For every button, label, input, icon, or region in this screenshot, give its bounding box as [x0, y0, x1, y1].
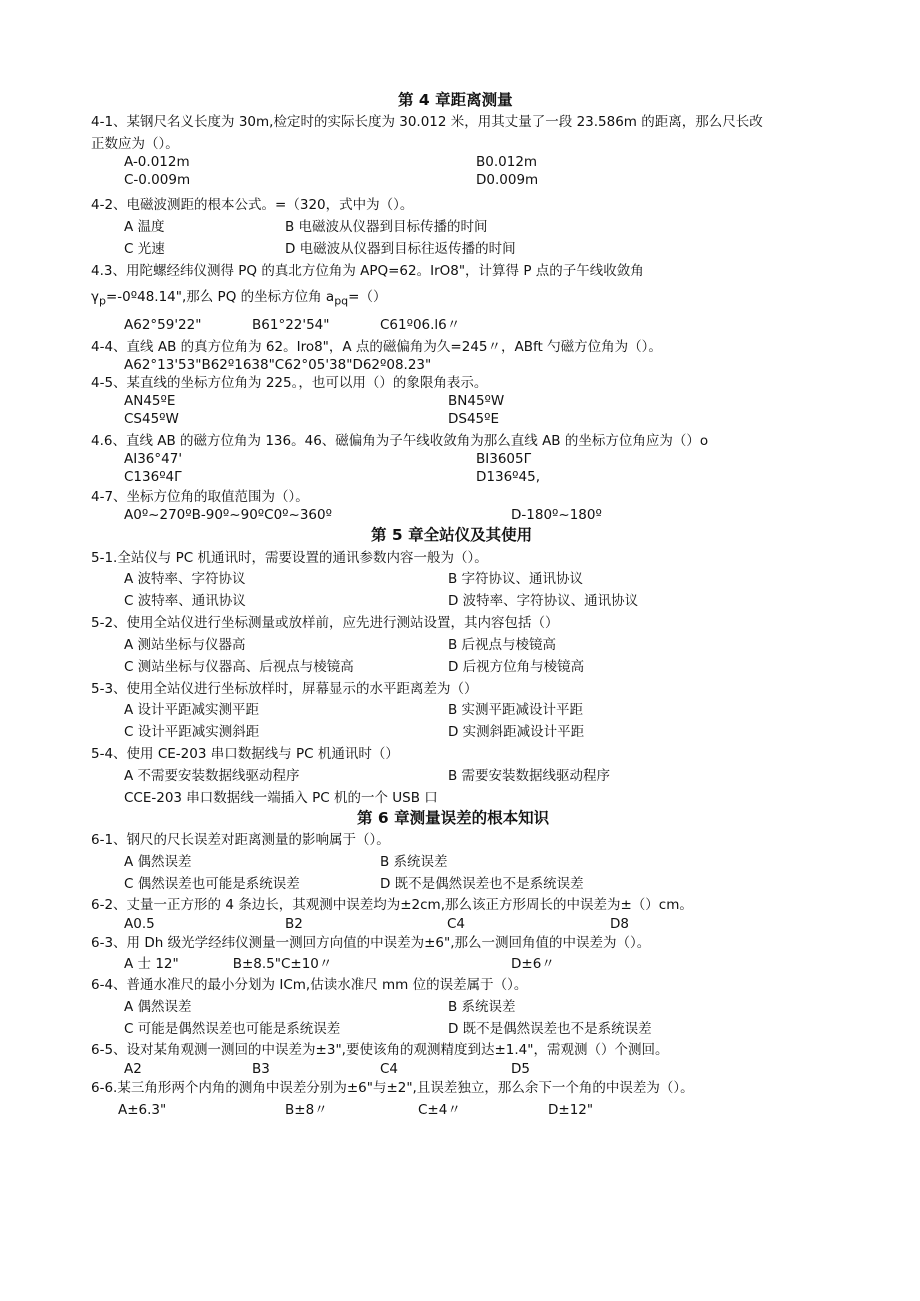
q6-2-option-c: C4: [447, 916, 466, 932]
q4-5-option-b: BN45ºW: [448, 393, 505, 409]
q4-6-option-c: C136º4Г: [124, 469, 183, 485]
q4-1-option-a: A-0.012m: [124, 154, 190, 170]
q6-6-option-d: D±12": [548, 1102, 594, 1118]
q6-2-stem: 6-2、丈量一正方形的 4 条边长，其观测中误差均为±2cm,那么该正方形周长的中误差为±（）cm。: [91, 897, 693, 913]
q4-1-stem-line1: 4-1、某钢尺名义长度为 30m,检定时的实际长度为 30.012 米，用其丈量了一段 23.586m 的距离，那么尺长改: [91, 114, 763, 130]
q5-4-stem: 5-4、使用 CE-203 串口数据线与 PC 机通讯时（）: [91, 746, 399, 762]
q6-3-options-abc: A 士 12" B±8.5"C±10〃: [124, 956, 333, 972]
q6-4-option-a: A 偶然误差: [124, 999, 192, 1015]
q6-3-option-d: D±6〃: [511, 956, 555, 972]
q6-6-stem: 6-6.某三角形两个内角的测角中误差分别为±6"与±2",且误差独立，那么余下一个角的中误差为（）。: [91, 1080, 694, 1096]
q4-5-option-a: AN45ºE: [124, 393, 176, 409]
chapter-4-title: 第 4 章距离测量: [398, 91, 513, 109]
q6-2-option-b: B2: [285, 916, 303, 932]
q5-3-option-d: D 实测斜距减设计平距: [448, 724, 585, 740]
q4-2-option-d: D 电磁波从仪器到目标往返传播的时间: [285, 241, 516, 257]
q6-4-stem: 6-4、普通水准尺的最小分划为 ICm,估读水准尺 mm 位的误差属于（）。: [91, 977, 528, 993]
q6-2-option-a: A0.5: [124, 916, 155, 932]
q4-3-option-b: B61°22'54": [252, 317, 330, 333]
q5-1-stem: 5-1.全站仪与 PC 机通讯时，需要设置的通讯参数内容一般为（）。: [91, 550, 488, 566]
q6-5-option-c: C4: [380, 1061, 399, 1077]
q6-4-option-b: B 系统误差: [448, 999, 516, 1015]
q5-2-stem: 5-2、使用全站仪进行坐标测量或放样前，应先进行测站设置，其内容包括（）: [91, 615, 559, 631]
q4-1-option-c: C-0.009m: [124, 172, 191, 188]
q4-5-option-c: CS45ºW: [124, 411, 179, 427]
q6-6-option-b: B±8〃: [285, 1102, 328, 1118]
q4-4-options: A62°13'53"B62º1638"C62°05'38"D62º08.23": [124, 357, 432, 373]
q6-5-stem: 6-5、设对某角观测一测回的中误差为±3",要使该角的观测精度到达±1.4"，需观测（）个测回。: [91, 1042, 669, 1058]
q6-1-option-d: D 既不是偶然误差也不是系统误差: [380, 876, 584, 892]
q6-5-option-b: B3: [252, 1061, 270, 1077]
q5-2-option-c: C 测站坐标与仪器高、后视点与棱镜高: [124, 659, 354, 675]
q4-5-stem: 4-5、某直线的坐标方位角为 225。，也可以用（）的象限角表示。: [91, 375, 488, 391]
q5-3-stem: 5-3、使用全站仪进行坐标放样时，屏幕显示的水平距离差为（）: [91, 681, 478, 697]
q4-4-stem: 4-4、直线 AB 的真方位角为 62。Iro8"，A 点的磁偏角为久=245〃，ABft 勺磁方位角为（）。: [91, 339, 662, 355]
q4-7-option-d: D-180º~180º: [511, 507, 602, 523]
q4-3-stem-line1: 4.3、用陀螺经纬仪测得 PQ 的真北方位角为 APQ=62。IrO8"，计算得 P 点的子午线收敛角: [91, 263, 644, 279]
q4-2-option-a: A 温度: [124, 219, 165, 235]
q6-1-stem: 6-1、钢尺的尺长误差对距离测量的影响属于（）。: [91, 832, 390, 848]
q6-1-option-c: C 偶然误差也可能是系统误差: [124, 876, 300, 892]
q4-2-option-b: B 电磁波从仪器到目标传播的时间: [285, 219, 488, 235]
q5-1-option-a: A 波特率、字符协议: [124, 571, 246, 587]
chapter-6-title: 第 6 章测量误差的根本知识: [357, 809, 550, 827]
q5-4-option-c: CCE-203 串口数据线一端插入 PC 机的一个 USB 口: [124, 790, 438, 806]
q5-3-option-a: A 设计平距减实测平距: [124, 702, 260, 718]
q5-2-option-b: B 后视点与棱镜高: [448, 637, 557, 653]
q4-7-options-abc: A0º~270ºB-90º~90ºC0º~360º: [124, 507, 332, 523]
q5-1-option-c: C 波特率、通讯协议: [124, 593, 246, 609]
q4-6-option-d: D136º45,: [476, 469, 540, 485]
q6-6-option-a: A±6.3": [118, 1102, 167, 1118]
chapter-5-title: 第 5 章全站仪及其使用: [371, 526, 533, 544]
q4-3-option-c: C61º06.l6〃: [380, 317, 461, 333]
q5-1-option-b: B 字符协议、通讯协议: [448, 571, 584, 587]
q6-2-option-d: D8: [610, 916, 629, 932]
q5-3-option-c: C 设计平距减实测斜距: [124, 724, 260, 740]
q5-3-option-b: B 实测平距减设计平距: [448, 702, 584, 718]
q6-5-option-d: D5: [511, 1061, 530, 1077]
q4-2-stem: 4-2、电磁波测距的根本公式。=（320，式中为（）。: [91, 197, 414, 213]
q4-3-stem-line2: $\gamma_p=-0º48.14$",那么 PQ 的坐标方位角 $a_{pq}=()$: [91, 289, 387, 308]
q4-7-stem: 4-7、坐标方位角的取值范围为（）。: [91, 489, 309, 505]
q6-3-stem: 6-3、用 Dh 级光学经纬仪测量一测回方向值的中误差为±6",那么一测回角值的中误差为（）。: [91, 935, 651, 951]
q4-6-option-a: AI36°47': [124, 451, 183, 467]
q6-1-option-a: A 偶然误差: [124, 854, 192, 870]
q6-6-option-c: C±4〃: [418, 1102, 461, 1118]
q4-5-option-d: DS45ºE: [448, 411, 500, 427]
q5-1-option-d: D 波特率、字符协议、通讯协议: [448, 593, 639, 609]
q5-2-option-a: A 测站坐标与仪器高: [124, 637, 246, 653]
q6-5-option-a: A2: [124, 1061, 142, 1077]
q5-2-option-d: D 后视方位角与棱镜高: [448, 659, 585, 675]
q4-1-option-b: B0.012m: [476, 154, 538, 170]
q5-4-option-b: B 需要安装数据线驱动程序: [448, 768, 611, 784]
q6-4-option-c: C 可能是偶然误差也可能是系统误差: [124, 1021, 341, 1037]
q4-6-option-b: BI3605Г: [476, 451, 532, 467]
q4-6-stem: 4.6、直线 AB 的磁方位角为 136。46、磁偏角为子午线收敛角为那么直线 AB 的坐标方位角应为（）o: [91, 433, 709, 449]
q6-4-option-d: D 既不是偶然误差也不是系统误差: [448, 1021, 652, 1037]
q4-3-option-a: A62°59'22": [124, 317, 202, 333]
q5-4-option-a: A 不需要安装数据线驱动程序: [124, 768, 300, 784]
q4-2-option-c: C 光速: [124, 241, 165, 257]
q6-1-option-b: B 系统误差: [380, 854, 448, 870]
q4-1-option-d: D0.009m: [476, 172, 539, 188]
q4-1-stem-line2: 正数应为（）。: [91, 136, 179, 152]
